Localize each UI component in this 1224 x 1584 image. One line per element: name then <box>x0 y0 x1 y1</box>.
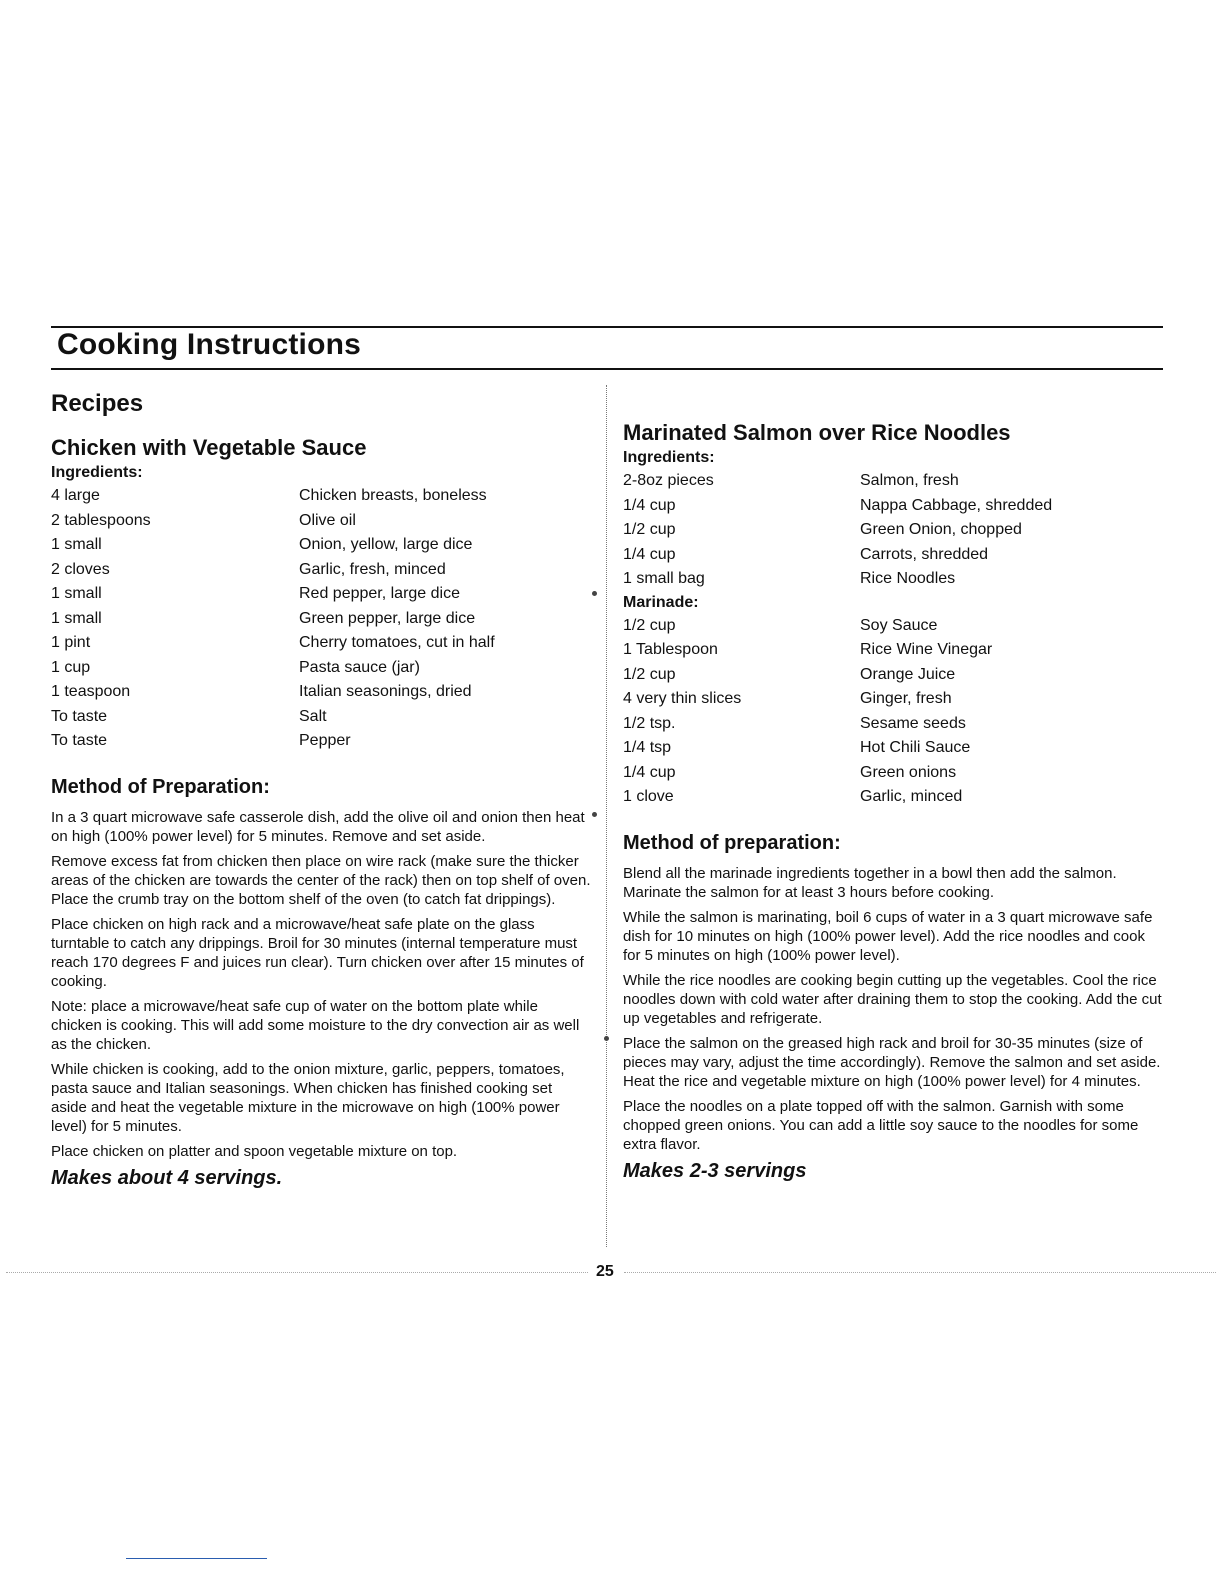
ingredient-item: Chicken breasts, boneless <box>299 487 487 505</box>
ingredient-qty: 1 pint <box>51 634 91 652</box>
ingredient-row <box>623 712 992 737</box>
ingredients-label: Ingredients: <box>623 449 715 466</box>
ingredient-qty: 1/4 cup <box>623 545 676 563</box>
method-step: Place the noodles on a plate topped off with the salmon. Garnish with some chopped green onions. You can add a little soy sauce to the noodles for some extra flavor. <box>623 1097 1139 1153</box>
method-step: In a 3 quart microwave safe casserole dish, add the olive oil and onion then heat on high (100% power level) for 5 minutes. Remove and set aside. <box>51 808 585 845</box>
ingredient-qty: 2 cloves <box>51 560 110 578</box>
marinade-label: Marinade: <box>623 593 699 611</box>
ingredient-qty: To taste <box>51 732 108 750</box>
ingredient-row <box>51 607 495 632</box>
recipe-title: Marinated Salmon over Rice Noodles <box>623 420 1011 445</box>
ingredient-qty: 1/2 cup <box>623 665 676 683</box>
ingredient-item: Rice Wine Vinegar <box>860 641 993 659</box>
ingredient-item: Garlic, minced <box>860 788 963 806</box>
method-step: Place chicken on platter and spoon vegetable mixture on top. <box>51 1142 458 1160</box>
ingredient-qty: 1 small <box>51 536 102 554</box>
ingredient-row <box>623 785 992 810</box>
ingredient-item: Onion, yellow, large dice <box>299 536 473 554</box>
ingredient-qty: 1 small <box>51 609 102 627</box>
ingredient-row <box>623 638 992 663</box>
ingredient-qty: 1 teaspoon <box>51 683 131 701</box>
section-heading: Recipes <box>51 390 144 417</box>
ingredients-table <box>623 469 1052 592</box>
ingredient-item: Pepper <box>299 732 351 750</box>
method-heading: Method of preparation: <box>623 831 841 854</box>
recipe-title: Chicken with Vegetable Sauce <box>51 435 367 460</box>
header-bottom-rule <box>51 368 1163 370</box>
binding-hole-dot <box>604 1036 609 1041</box>
ingredient-qty: 1 small <box>51 585 102 603</box>
binding-hole-dot <box>592 591 597 596</box>
method-step: Blend all the marinade ingredients together in a bowl then add the salmon. Marinate the salmon for at least 3 hours before cooking. <box>623 864 1117 901</box>
ingredients-table <box>51 484 495 754</box>
ingredient-row <box>623 761 992 786</box>
ingredient-row <box>623 469 1052 494</box>
ingredient-item: Carrots, shredded <box>860 545 989 563</box>
ingredient-qty: To taste <box>51 707 108 725</box>
ingredient-qty: 1/2 cup <box>623 616 676 634</box>
ingredient-item: Hot Chili Sauce <box>860 739 971 757</box>
ingredient-item: Pasta sauce (jar) <box>299 658 420 676</box>
ingredient-row <box>51 509 495 534</box>
ingredient-row <box>51 729 495 754</box>
ingredient-qty: 1/4 cup <box>623 763 676 781</box>
servings-yield: Makes about 4 servings. <box>51 1166 283 1189</box>
ingredient-qty: 1/4 tsp <box>623 739 672 757</box>
ingredient-row <box>623 736 992 761</box>
ingredient-item: Nappa Cabbage, shredded <box>860 496 1053 514</box>
ingredient-item: Red pepper, large dice <box>299 585 460 603</box>
page-number: 25 <box>596 1263 614 1280</box>
ingredient-item: Rice Noodles <box>860 570 956 588</box>
footer-rule <box>6 1272 588 1273</box>
ingredient-item: Green Onion, chopped <box>860 521 1022 539</box>
method-step: While the rice noodles are cooking begin cutting up the vegetables. Cool the rice noodles down with cold water after draining them to stop the cooking. Add the cut up vegetables and refrigerate. <box>623 971 1162 1027</box>
recipe-chicken <box>51 390 591 1190</box>
ingredient-qty: 1/4 cup <box>623 496 676 514</box>
ingredient-item: Salmon, fresh <box>860 472 959 490</box>
ingredient-qty: 1/2 cup <box>623 521 676 539</box>
column-divider <box>606 385 607 1247</box>
method-step: Place the salmon on the greased high rack and broil for 30-35 minutes (size of pieces may vary, adjust the time accordingly). Remove the salmon and set aside. Heat the rice and vegetable mixture on high (100% power level) for 4 minutes. <box>623 1034 1161 1090</box>
ingredient-row <box>51 705 495 730</box>
ingredient-item: Orange Juice <box>860 665 956 683</box>
ingredient-qty: 4 very thin slices <box>623 690 742 708</box>
method-step: Note: place a microwave/heat safe cup of water on the bottom plate while chicken is cooking. This will add some moisture to the dry convection air as well as the chicken. <box>51 997 580 1053</box>
ingredient-row <box>51 533 495 558</box>
ingredient-row <box>51 656 495 681</box>
method-step: While the salmon is marinating, boil 6 cups of water in a 3 quart microwave safe dish for 10 minutes on high (100% power level). Add the rice noodles and cook for 5 minutes on high (100% power level). <box>623 908 1153 964</box>
ingredient-item: Italian seasonings, dried <box>299 683 472 701</box>
ingredient-qty: 1 Tablespoon <box>623 641 718 659</box>
footer-rule <box>624 1272 1216 1273</box>
ingredient-qty: 1 clove <box>623 788 674 806</box>
ingredient-row <box>51 558 495 583</box>
servings-yield: Makes 2-3 servings <box>623 1159 807 1182</box>
method-step: Remove excess fat from chicken then place on wire rack (make sure the thicker areas of the chicken are towards the center of the rack) then on top shelf of oven. Place the crumb tray on the bottom shelf of the oven (to catch fat drippings). <box>51 852 591 908</box>
ingredient-item: Ginger, fresh <box>860 690 952 708</box>
ingredient-qty: 4 large <box>51 487 100 505</box>
ingredient-qty: 1 small bag <box>623 570 705 588</box>
ingredients-label: Ingredients: <box>51 464 143 481</box>
ingredient-item: Sesame seeds <box>860 714 966 732</box>
ingredient-row <box>51 631 495 656</box>
ingredient-row <box>623 518 1052 543</box>
ingredient-row <box>623 543 1052 568</box>
method-step: Place chicken on high rack and a microwave/heat safe plate on the glass turntable to catch any drippings. Broil for 30 minutes (internal temperature must reach 170 degrees F and juices run clear). Turn chicken over after 15 minutes of cooking. <box>51 915 584 990</box>
ingredient-row <box>51 484 495 509</box>
page-title: Cooking Instructions <box>57 328 361 361</box>
ingredient-qty: 1/2 tsp. <box>623 714 676 732</box>
ingredient-item: Green pepper, large dice <box>299 609 476 627</box>
ingredient-row <box>623 687 992 712</box>
binding-hole-dot <box>592 812 597 817</box>
ingredient-item: Salt <box>299 707 327 725</box>
ingredient-item: Soy Sauce <box>860 616 938 634</box>
ingredient-item: Cherry tomatoes, cut in half <box>299 634 495 652</box>
ingredient-item: Olive oil <box>299 511 356 529</box>
recipe-salmon <box>623 420 1163 1183</box>
method-step: While chicken is cooking, add to the onion mixture, garlic, peppers, tomatoes, pasta sauce and Italian seasonings. When chicken has finished cooking set aside and heat the vegetable mixture in the microwave on high (100% power level) for 5 minutes. <box>51 1060 565 1135</box>
ingredient-item: Green onions <box>860 763 957 781</box>
scan-artifact-line <box>126 1558 267 1559</box>
method-heading: Method of Preparation: <box>51 775 270 798</box>
ingredient-row <box>51 582 495 607</box>
ingredient-qty: 2 tablespoons <box>51 511 151 529</box>
ingredient-row <box>623 614 992 639</box>
ingredient-qty: 2-8oz pieces <box>623 472 714 490</box>
ingredient-row <box>623 567 1052 592</box>
ingredient-qty: 1 cup <box>51 658 91 676</box>
ingredient-row <box>623 494 1052 519</box>
ingredient-row <box>623 663 992 688</box>
marinade-table <box>623 614 992 810</box>
ingredient-row <box>51 680 495 705</box>
ingredient-item: Garlic, fresh, minced <box>299 560 446 578</box>
